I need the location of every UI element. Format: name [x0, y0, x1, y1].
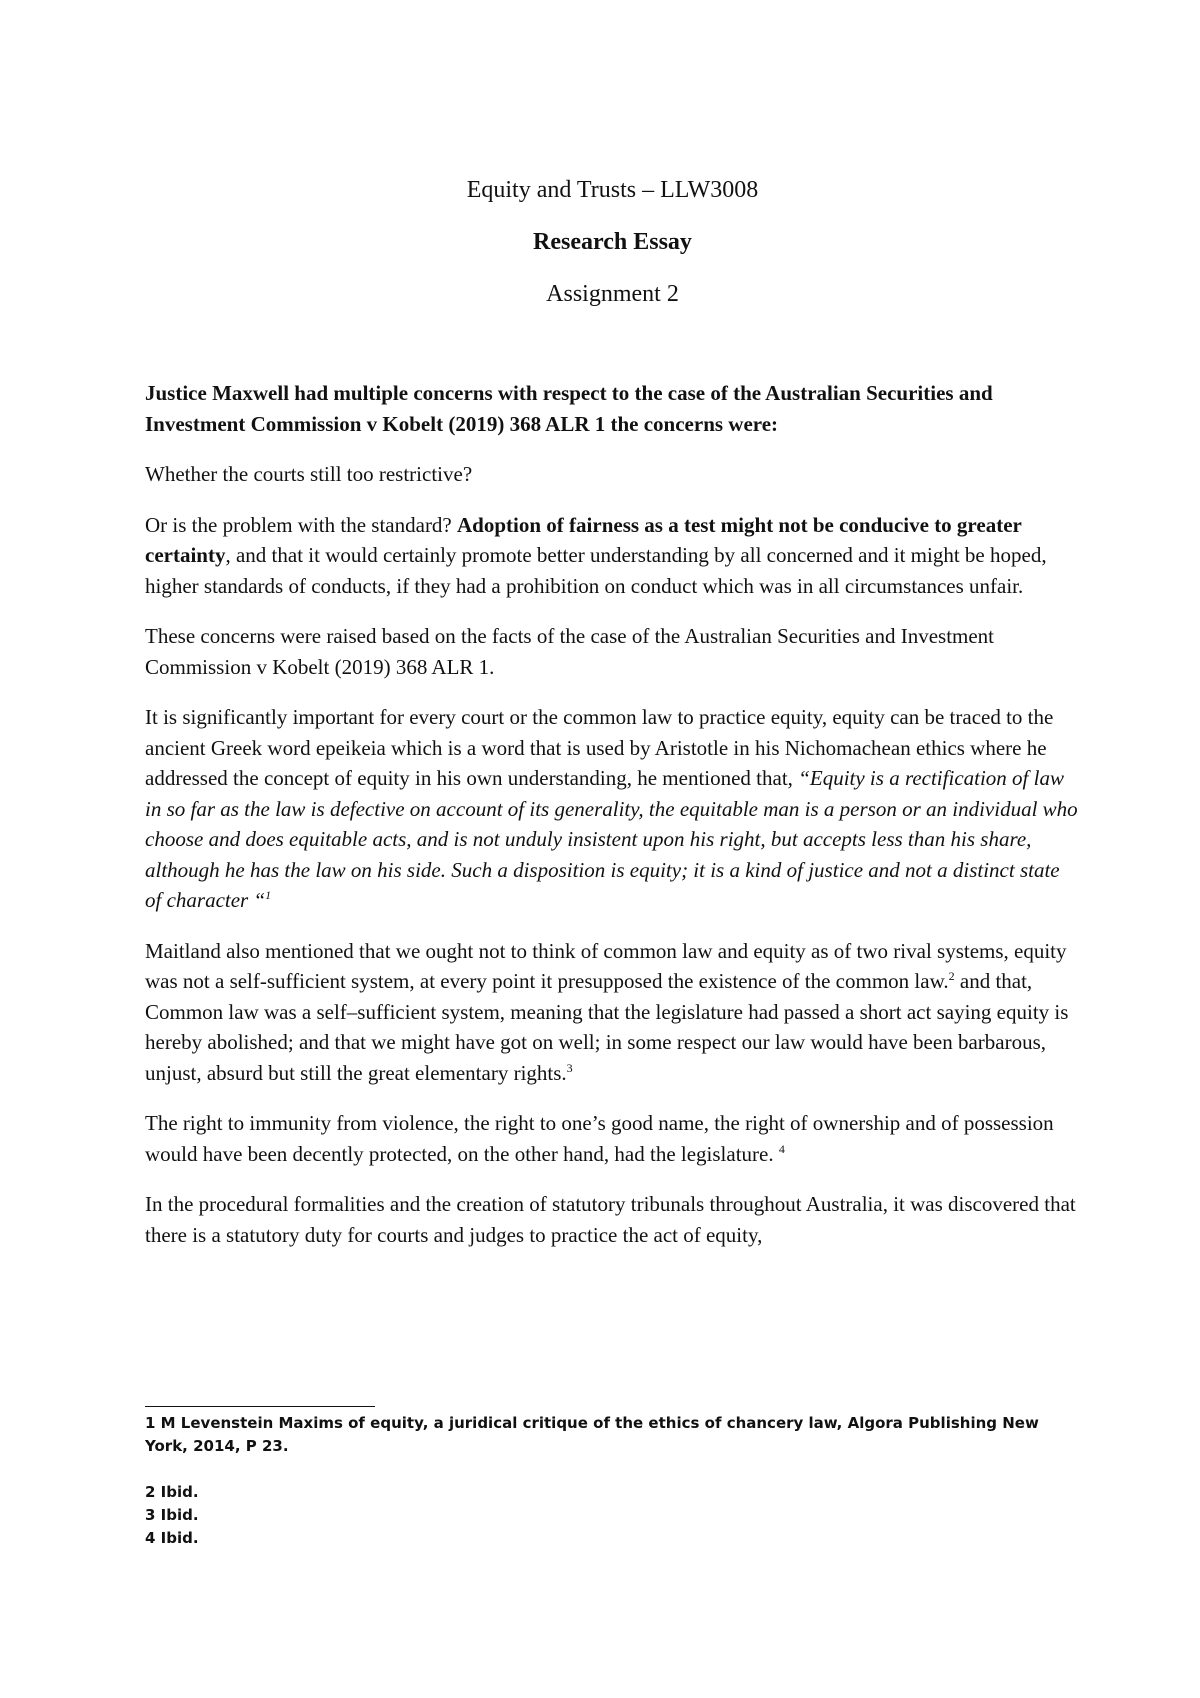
paragraph-2-rest: , and that it would certainly promote better understanding by all concerned and it might be hoped, higher standards of conducts, if they had a prohibition on conduct which was in all circumstances unfair.: [145, 543, 1047, 598]
footnote-3: 3 Ibid.: [145, 1506, 199, 1524]
essay-type: Research Essay: [533, 229, 692, 255]
footnote-ref-3[interactable]: 3: [566, 1060, 573, 1075]
footnote-gap: [145, 1458, 1080, 1481]
paragraph-4-quote: “Equity is a rectification of law in so far as the law is defective on account of its generality, the equitable man is a person or an individual who choose and does equitable acts, and is not unduly insistent upon his right, but accepts less than his share, although he has the law on his side. Such a disposition is equity; it is a kind of justice and not a distinct state of character “: [145, 766, 1078, 912]
paragraph-6: [145, 1108, 1080, 1169]
paragraph-6-text: The right to immunity from violence, the right to one’s good name, the right of ownership and of possession would have been decently protected, on the other hand, had the legislature.: [145, 1111, 1054, 1166]
title-spacer: [145, 308, 1080, 378]
paragraph-5-part-b: and that, Common law was a self–sufficient system, meaning that the legislature had passed a short act saying equity is hereby abolished; and that we might have got on well; in some respect our law would have been barbarous, unjust, absurd but still the great elementary rights.: [145, 969, 1069, 1085]
paragraph-7: In the procedural formalities and the creation of statutory tribunals throughout Australia, it was discovered that there is a statutory duty for courts and judges to practice the act of equity,: [145, 1192, 1076, 1247]
paragraph-2-bold: Adoption of fairness as a test might not be conducive to greater certainty: [145, 512, 1022, 567]
paragraph-4-lead: It is significantly important for every court or the common law to practice equity, equity can be traced to the ancient Greek word epeikeia which is a word that is used by Aristotle in his Nichomachean ethics where he addressed the concept of equity in his own understanding, he mentioned that,: [145, 705, 1054, 790]
course-title: Equity and Trusts – LLW3008: [466, 177, 759, 203]
footnote-1: 1 M Levenstein Maxims of equity, a juridical critique of the ethics of chancery law, Algora Publishing New York, 2014, P 23.: [145, 1414, 1039, 1455]
paragraph-2-lead: Or is the problem with the standard?: [145, 512, 458, 537]
paragraph-5-part-a: Maitland also mentioned that we ought not to think of common law and equity as of two rival systems, equity was not a self-sufficient system, at every point it presupposed the existence of the common law.: [145, 938, 1067, 993]
assignment-number: Assignment 2: [546, 281, 679, 307]
paragraph-4: [145, 702, 1080, 916]
paragraph-2: [145, 510, 1080, 602]
paragraph-1: Whether the courts still too restrictive?: [145, 462, 473, 486]
footnote-4: 4 Ibid.: [145, 1529, 199, 1547]
document-body: [145, 176, 1080, 1270]
footnote-ref-2[interactable]: 2: [948, 969, 955, 983]
question-paragraph: Justice Maxwell had multiple concerns with respect to the case of the Australian Securities and Investment Commission v Kobelt (2019) 368 ALR 1 the concerns were:: [145, 381, 993, 436]
footnote-ref-4[interactable]: 4: [778, 1141, 785, 1156]
footnote-ref-1[interactable]: 1: [265, 888, 272, 902]
footnote-separator: [145, 1406, 375, 1407]
paragraph-3: These concerns were raised based on the facts of the case of the Australian Securities and Investment Commission v Kobelt (2019) 368 ALR 1.: [145, 624, 995, 679]
footnotes-section: [145, 1412, 1080, 1550]
paragraph-5: [145, 936, 1080, 1089]
footnote-2: 2 Ibid.: [145, 1483, 199, 1501]
